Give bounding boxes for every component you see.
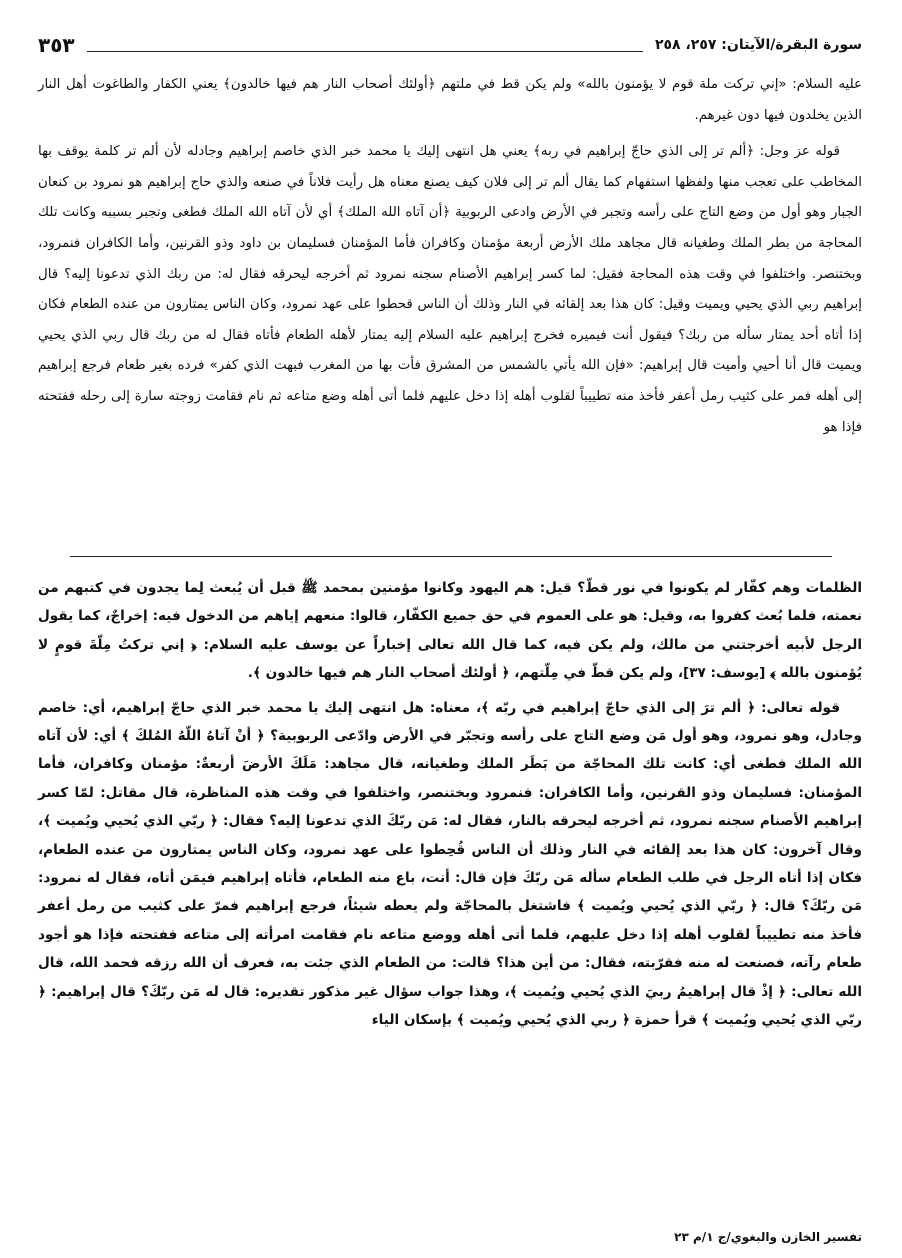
commentary-paragraph: عليه السلام: «إني تركت ملة قوم لا يؤمنون بالله» ولم يكن قط في ملتهم ﴿أولئك أصحاب النار هم فيها خالدون﴾ يعني الكفار والطاغوت أهل النار الذين يخلدون فيها دون غيرهم.: [38, 77, 862, 123]
commentary-paragraph: قوله تعالى: ﴿ ألم ترَ إلى الذي حاجّ إبراهيم في ربّه ﴾، معناه: هل انتهى إليك يا محمد خبر الذي حاجّ إبراهيم، أي: خاصم وجادل، وهو نمرود، وهو أول مَن وضع التاج على رأسه وتجبّر في الأرض وادّعى الربوبية؟ ﴿ أنْ آتاهُ اللّهُ المُلكَ ﴾ أي: لأن آتاه الله الملك فطغى أي: كانت تلك المحاجّة من بَطَر الملك وطغيانه، قال مجاهد: مَلَكَ الأرضَ أربعةٌ: مؤمنان وكافران، فأما المؤمنان: فسليمان وذو القرنين، وأما الكافران: فنمرود وبختنصر، واختلفوا في وقت هذه المناظرة، قال مقاتل: لمّا كسر إبراهيم الأصنام سجنه نمرود، ثم أخرجه ليحرقه بالنار، فقال له: مَن ربّكَ الذي تدعونا إليه؟ فقال: ﴿ ربّي الذي يُحيي ويُميت ﴾، وقال آخرون: كان هذا بعد إلقائه في النار وذلك أن الناس قُحِطوا على عهد نمرود، وكان الناس يمتارون من عنده الطعام، فكان إذا أتاه الرجل في طلب الطعام سأله مَن ربّكَ فإن قال: أنت، باع منه الطعام، فأتاه إبراهيم فيمَن أتاه، فقال له نمرود: مَن ربّكَ؟ قال: ﴿ ربّي الذي يُحيي ويُميت ﴾ فاشتغل بالمحاجّة ولم يعطه شيئاً، فرجع إبراهيم فمرّ على كثيب من رمل أعفر فأخذ منه تطييباً لقلوب أهله إذا دخل عليهم، فلما أتى أهله ووضع متاعه نام فقامت امرأته إلى متاعه ففتحته فإذا هو أجود طعام رآته، فصنعت له منه فقرّبته، فقال: من أين هذا؟ قالت: من الطعام الذي جئت به، فعرف أن الله رزقه فحمد الله، قال الله تعالى: ﴿ إذْ قال إبراهيمُ ربيَ الذي يُحيي ويُميت ﴾، وهذا جواب سؤال غير مذكور تقديره: قال له مَن ربّكَ؟ قال إبراهيم: ﴿ ربّي الذي يُحيي ويُميت ﴾ قرأ حمزة ﴿ ربي الذي يُحيي ويُميت ﴾ بإسكان الياء: [38, 699, 862, 1029]
commentary-paragraph: قوله عز وجل: ﴿ألم تر إلى الذي حاجّ إبراهيم في ربه﴾ يعني هل انتهى إليك يا محمد خبر الذي خاصم إبراهيم وجادله لأن ألم تر كلمة يوقف بها المخاطب على تعجب منها ولفظها استفهام كما يقال ألم تر إلى فلان كيف يصنع معناه هل رأيت فلاناً في صنعه والذي حاج إبراهيم هو نمرود بن كنعان الجبار وهو أول من وضع التاج على رأسه وتجبر في الأرض وادعى الربوبية ﴿أن آتاه الله الملك﴾ أي لأن آتاه الله الملك فطغى وتجبر بسببه وكانت تلك المحاجة من بطر الملك وطغيانه قال مجاهد ملك الأرض أربعة مؤمنان وكافران فأما المؤمنان فسليمان بن داود وذو القرنين، وأما الكافران فنمرود، وبختنصر. واختلفوا في وقت هذه المحاجة فقيل: لما كسر إبراهيم الأصنام سجنه نمرود ثم أخرجه ليحرقه فقال له: من ربك الذي تدعونا إليه؟ قال إبراهيم ربي الذي يحيي ويميت وقيل: كان هذا بعد إلقائه في النار وذلك أن الناس قحطوا على عهد نمرود، وكان الناس يمتارون من عنده الطعام فكان إذا أتاه أحد يمتار سأله من ربك؟ فيقول أنت فيميره فخرج إبراهيم عليه السلام إليه يمتار لأهله الطعام فأتاه فقال له من ربك قال ربي الذي يحيي ويميت قال أنا أحيي وأميت قال إبراهيم: «فإن الله يأتي بالشمس من المشرق فأت بها من المغرب فبهت الذي كفر» فرده بغير طعام فرجع إبراهيم إلى أهله فمر على كثيب رمل أعفر فأخذ منه تطييباً لقلوب أهله إذا دخل عليهم فلما أتى أهله وضع متاعه ثم نام فقامت زوجته سارة إلى رحله ففتحته فإذا هو: [38, 144, 862, 435]
khazin-commentary: [38, 70, 862, 443]
commentary-paragraph: الظلمات وهم كفّار لم يكونوا في نور قطّ؟ قيل: هم اليهود وكانوا مؤمنين بمحمد ﷺ قبل أن يُبعث لِما يجدون في كتبهم من نعمته، فلما بُعث كفروا به، وقيل: هو على العموم في حق جميع الكفّار، قالوا: منعهم إياهم من الدخول فيه: إخراجٌ، كما يقول الرجل لأبيه أخرجتني من مالك، ولم يكن فيه، كما قال الله تعالى إخباراً عن يوسف عليه السلام: ﴿ إني تركتُ مِلّةَ قومٍ لا يُؤمنون بالله ﴾ [يوسف: ٣٧]، ولم يكن قطّ في مِلّتهم، ﴿ أولئك أصحاب النار هم فيها خالدون ﴾.: [38, 580, 862, 682]
baghawi-commentary: [38, 574, 862, 1035]
section-divider: [70, 556, 832, 557]
page-header: [38, 32, 862, 58]
running-title: سورة البقرة/الآيتان: ٢٥٧، ٢٥٨: [654, 37, 862, 53]
signature-line: تفسير الخازن والبغوي/ج ١/م ٢٣: [674, 1230, 862, 1244]
header-rule: [87, 51, 643, 52]
page-number: ٣٥٣: [38, 33, 75, 57]
